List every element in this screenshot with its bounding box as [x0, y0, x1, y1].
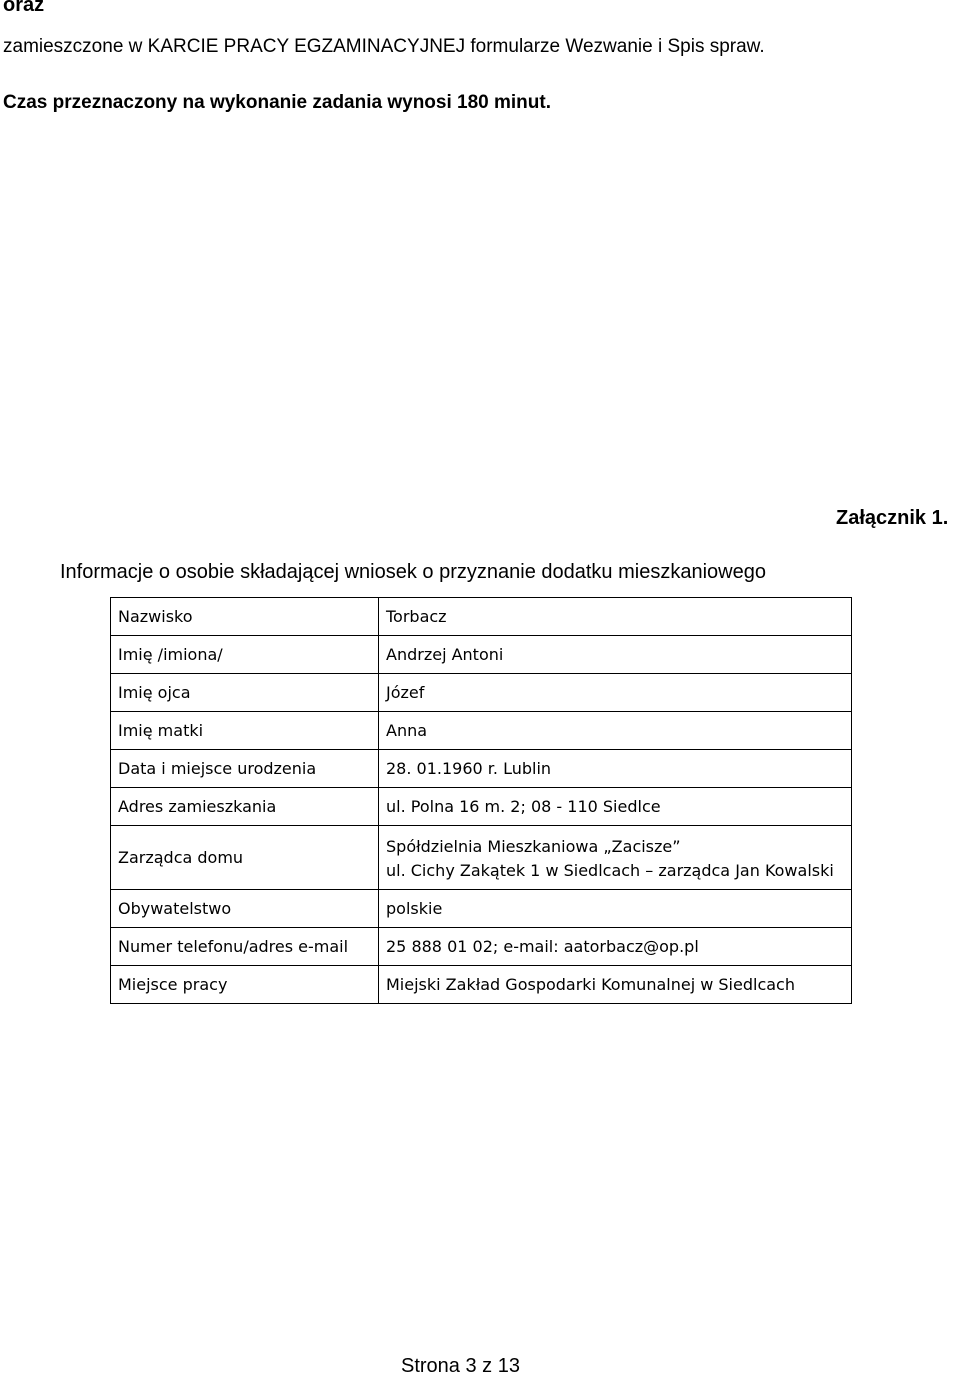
row-value-multiline — [379, 826, 852, 890]
table-row — [111, 750, 852, 788]
row-label: Nazwisko — [111, 598, 379, 636]
row-value: Torbacz — [379, 598, 852, 636]
row-label: Imię ojca — [111, 674, 379, 712]
section-title: Informacje o osobie składającej wniosek o przyznanie dodatku mieszkaniowego — [60, 561, 766, 583]
row-label: Imię matki — [111, 712, 379, 750]
table-row — [111, 788, 852, 826]
intro-line: zamieszczone w KARCIE PRACY EGZAMINACYJNEJ formularze Wezwanie i Spis spraw. — [3, 36, 765, 57]
attachment-label: Załącznik 1. — [836, 507, 949, 529]
table-row — [111, 712, 852, 750]
row-label: Imię /imiona/ — [111, 636, 379, 674]
table-row — [111, 890, 852, 928]
value-line: Spółdzielnia Mieszkaniowa „Zacisze” — [386, 836, 681, 856]
table-row — [111, 636, 852, 674]
row-label: Miejsce pracy — [111, 966, 379, 1004]
row-label: Numer telefonu/adres e-mail — [111, 928, 379, 966]
row-value: 25 888 01 02; e-mail: aatorbacz@op.pl — [379, 928, 852, 966]
top-word: oraz — [3, 0, 45, 16]
row-label: Zarządca domu — [111, 826, 379, 890]
row-value: ul. Polna 16 m. 2; 08 - 110 Siedlce — [379, 788, 852, 826]
time-allowed-line: Czas przeznaczony na wykonanie zadania wynosi 180 minut. — [3, 92, 551, 113]
table-row — [111, 674, 852, 712]
row-value: 28. 01.1960 r. Lublin — [379, 750, 852, 788]
value-line: ul. Cichy Zakątek 1 w Siedlcach – zarządca Jan Kowalski — [386, 860, 834, 880]
row-label: Adres zamieszkania — [111, 788, 379, 826]
row-value: Anna — [379, 712, 852, 750]
table-row — [111, 826, 852, 890]
table-row — [111, 928, 852, 966]
table-row — [111, 598, 852, 636]
table-row — [111, 966, 852, 1004]
row-value: polskie — [379, 890, 852, 928]
page-number: Strona 3 z 13 — [401, 1355, 520, 1377]
row-label: Data i miejsce urodzenia — [111, 750, 379, 788]
row-value: Andrzej Antoni — [379, 636, 852, 674]
applicant-info-table — [110, 597, 852, 1004]
row-value: Miejski Zakład Gospodarki Komunalnej w Siedlcach — [379, 966, 852, 1004]
row-value: Józef — [379, 674, 852, 712]
row-label: Obywatelstwo — [111, 890, 379, 928]
